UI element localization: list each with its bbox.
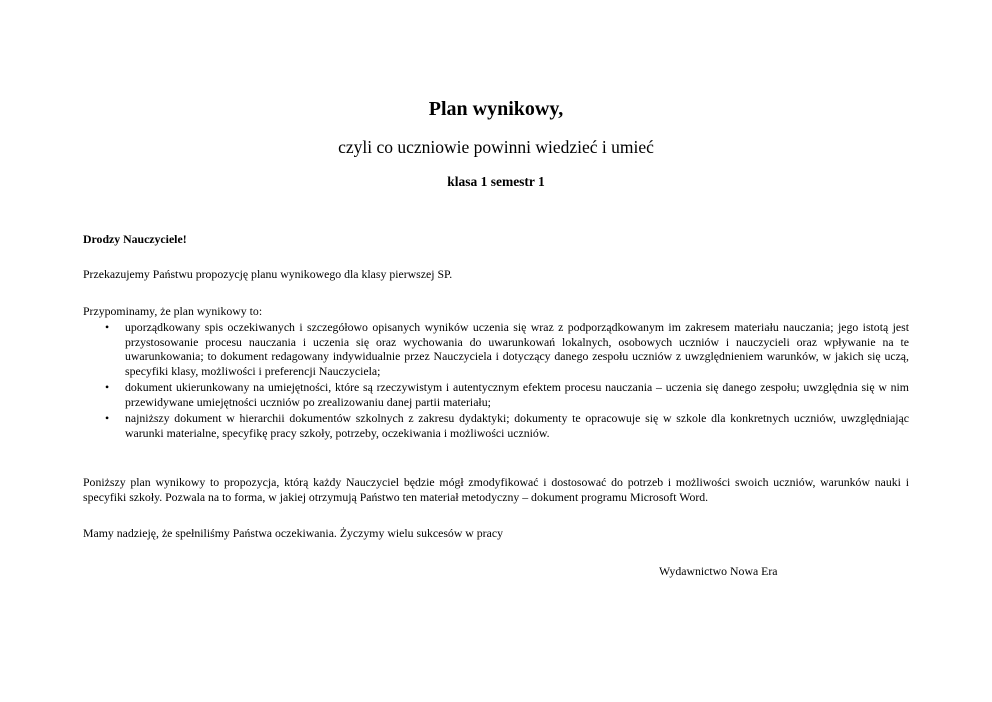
list-item	[83, 380, 909, 409]
intro-paragraph: Przekazujemy Państwu propozycję planu wynikowego dla klasy pierwszej SP.	[83, 267, 453, 281]
bullet-icon: •	[105, 380, 110, 394]
document-subtitle: czyli co uczniowie powinni wiedzieć i umieć	[338, 137, 654, 157]
document-title: Plan wynikowy,	[428, 98, 564, 120]
list-item-text: dokument ukierunkowany na umiejętności, które są rzeczywistym i autentycznym efektem procesu nauczania – uczenia się danego zespołu; uwzględnia się w nim przewidywane umiejętności uczniów po zrealizowaniu danej partii materiału;	[125, 380, 909, 409]
greeting: Drodzy Nauczyciele!	[83, 232, 187, 246]
signature: Wydawnictwo Nowa Era	[659, 564, 778, 578]
paragraph-closing: Mamy nadzieję, że spełniliśmy Państwa oczekiwania. Życzymy wielu sukcesów w pracy	[83, 526, 503, 540]
list-item-text: najniższy dokument w hierarchii dokumentów szkolnych z zakresu dydaktyki; dokumenty te opracowuje się w szkole dla konkretnych uczniów, uwzględniając warunki materialne, specyfikę pracy szkoły, potrzeby, oczekiwania i możliwości uczniów.	[125, 411, 909, 440]
paragraph-modify: Poniższy plan wynikowy to propozycja, którą każdy Nauczyciel będzie mógł zmodyfikować i dostosować do potrzeb i możliwości swoich uczniów, warunków nauki i specyfiki szkoły. Pozwala na to forma, w jakiej otrzymują Państwo ten materiał metodyczny – dokument programu Microsoft Word.	[83, 475, 909, 504]
class-label: klasa 1 semestr 1	[447, 174, 545, 189]
list-item-text: uporządkowany spis oczekiwanych i szczegółowo opisanych wyników uczenia się wraz z podporządkowanym im zakresem materiału nauczania; jego istotą jest przystosowanie procesu nauczania i uczenia się oraz wychowania do uwarunkowań lokalnych, osobowych uczniów i nauczycieli oraz wpływanie na te uwarunkowania; to dokument redagowany indywidualnie przez Nauczyciela i dotyczący danego zespołu uczniów z uwzględnieniem warunków, w jakich się uczą, specyfiki klasy, możliwości i preferencji Nauczyciela;	[125, 320, 909, 378]
list-item	[83, 320, 909, 378]
bullet-icon: •	[105, 320, 110, 334]
bullet-list	[83, 320, 909, 442]
reminder-paragraph: Przypominamy, że plan wynikowy to:	[83, 304, 263, 318]
list-item	[83, 411, 909, 440]
bullet-icon: •	[105, 411, 110, 425]
